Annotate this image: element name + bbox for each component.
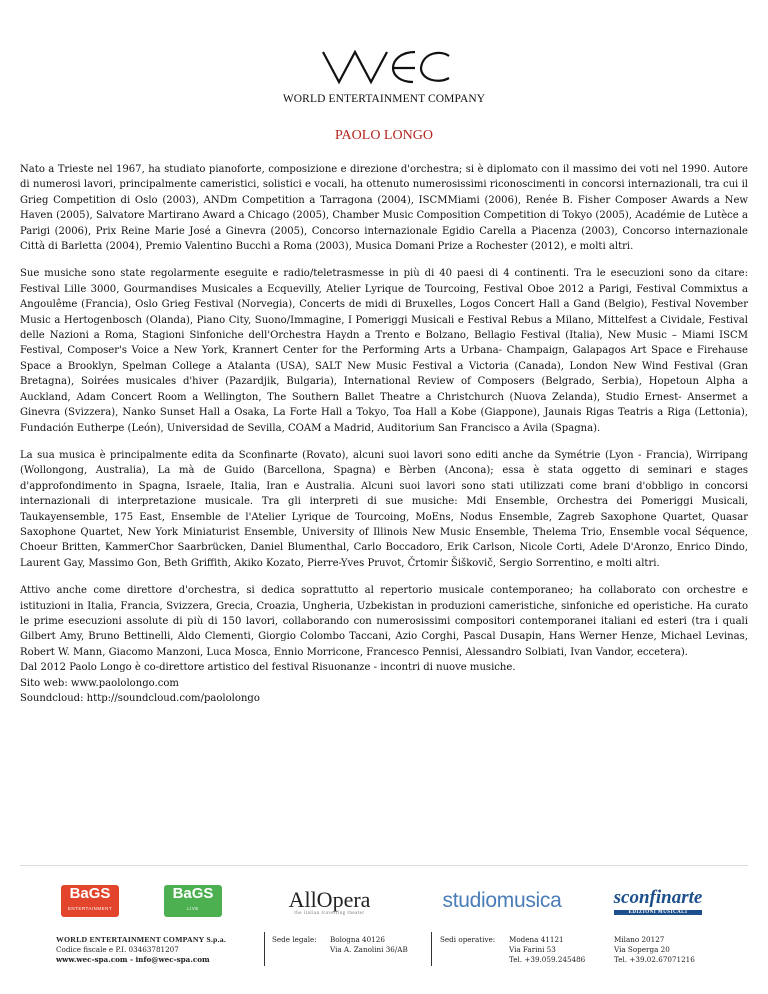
footer-divider xyxy=(20,865,748,866)
page-title: PAOLO LONGO xyxy=(335,128,433,143)
bio-paragraph-3: La sua musica è principalmente edita da Sconfinarte (Rovato), alcuni suoi lavori sono editi anche da Symétrie (Lyon - Francia), Wirripang (Wollongong, Australia), La mà de Guido (Barcellona, Spagna) e Bèrben (Ancona); essa è stata oggetto di seminari e stages d'approfondimento in Spagna, Israele, Italia, Iran e Australia. Alcuni suoi lavori sono stati utilizzati come brani d'obbligo in concorsi internazionali di interpretazione musicale. Tra gli interpreti di sue musiche: Mdi Ensemble, Orchestra dei Pomeriggi Musicali, Taukayensemble, 175 East, Ensemble de l'Atelier Lyrique de Tourcoing, MoEns, Nodus Ensemble, Zagreb Saxophone Quartet, Quasar Saxophone Quartet, New York Miniaturist Ensemble, University of Illinois New Music Ensemble, Thelema Trio, Ensemble vocal Séquence, Choeur Britten, KammerChor Saarbrücken, Daniel Blumenthal, Carlo Boccadoro, Erik Carlson, Nicole Corti, Adele D'Aronzo, Enrico Dindo, Laurent Gay, Massimo Gon, Beth Griffith, Akiko Kozato, Pierre-Yves Pruvot, Črtomir Šiškovič, Sergio Sorrentino, e molti altri. xyxy=(20,449,748,569)
partner-logos xyxy=(0,878,768,924)
website-line: Sito web: www.paololongo.com xyxy=(20,677,179,689)
bags-live-logo: BaGS LIVE xyxy=(158,878,228,924)
bags-entertainment-logo: BaGS ENTERTAINMENT xyxy=(55,878,125,924)
soundcloud-line: Soundcloud: http://soundcloud.com/paololongo xyxy=(20,693,260,704)
bio-paragraph-1: Nato a Trieste nel 1967, ha studiato pianoforte, composizione e direzione d'orchestra; si è diplomato con il massimo dei voti nel 1990. Autore di numerosi lavori, principalmente cameristici, solistici e vocali, ha ottenuto numerosissimi riconoscimenti in concorsi internazionali, tra cui il Grieg Competition di Oslo (2003), ANDm Competition a Tarragona (2004), ISCMMiami (2006), Renée B. Fisher Composer Awards a New Haven (2005), Salvatore Martirano Award a Chicago (2005), Chamber Music Composition Competition di Tokyo (2005), Académie de Lutèce a Parigi (2006), Prix Reine Marie José a Ginevra (2005), Concorso internazionale Egidio Carella a Piacenza (2003), Concorso internazionale Città di Barletta (2004), Premio Valentino Bucchi a Roma (2003), Musica Domani Prize a Rochester (2012), e molti altri. xyxy=(20,164,748,253)
sconfinarte-logo: sconfinarte EDIZIONI MUSICALI xyxy=(613,887,703,915)
biography xyxy=(20,162,748,706)
footer-contact: www.wec-spa.com - info@wec-spa.com xyxy=(56,955,210,964)
bio-paragraph-4: Attivo anche come direttore d'orchestra, si dedica soprattutto al repertorio musicale contemporaneo; ha collaborato con orchestre e istituzioni in Italia, Francia, Svizzera, Grecia, Croazia, Ungheria, Uzbekistan in produzioni cameristiche, sinfoniche ed operistiche. Ha curato le prime esecuzioni assolute di più di 150 lavori, collaborando con numerosissimi compositori contemporanei italiani ed esteri (tra i quali Gilbert Amy, Bruno Bettinelli, Aldo Clementi, Giorgio Colombo Taccani, Azio Corghi, Pascal Dusapin, Hans Werner Henze, Michael Levinas, Robert W. Mann, Giacomo Manzoni, Luca Mosca, Ennio Morricone, Francesco Pennisi, Alessandro Solbiati, Ivan Vandor, eccetera). xyxy=(20,585,748,658)
footer-company: WORLD ENTERTAINMENT COMPANY S.p.a. Codice fiscale e P.I. 03463781207 www.wec-spa.com - info@wec-spa.com xyxy=(56,935,226,964)
footer-operative-offices: Sedi operative: Modena 41121 Via Farini 53 Tel. +39.059.245486 xyxy=(440,935,586,964)
footer-legal-office: Sede legale: Bologna 40126 Via A. Zanolini 36/AB xyxy=(272,935,408,954)
festival-line: Dal 2012 Paolo Longo è co-direttore artistico del festival Risuonanze - incontri di nuove musiche. xyxy=(20,662,516,674)
wec-logo xyxy=(315,38,455,92)
footer-separator xyxy=(431,932,432,966)
company-name: WORLD ENTERTAINMENT COMPANY xyxy=(282,93,486,105)
footer-milano-office: Milano 20127 Via Soperga 20 Tel. +39.02.67071216 xyxy=(614,935,695,964)
footer-separator xyxy=(264,932,265,966)
allopera-logo: AllOpera the italian travelling theater xyxy=(288,886,371,916)
bio-paragraph-2: Sue musiche sono state regolarmente eseguite e radio/teletrasmesse in più di 40 paesi di 4 continenti. Tra le esecuzioni sono da citare: Festival Lille 3000, Gourmandises Musicales a Ecquevilly, Atelier Lyrique de Tourcoing, Festival Oboe 2012 a Parigi, Festival Commixtus a Angoulême (Francia), Oslo Grieg Festival (Norvegia), Concerts de midi di Bruxelles, Logos Concert Hall a Gand (Belgio), Festival November Music a Hertogenbosch (Olanda), Piano City, Suono/Immagine, I Pomeriggi Musicali e Festival Rebus a Milano, Mittelfest a Cividale, Festival delle Nazioni a Roma, Stagioni Sinfoniche dell'Orchestra Haydn a Trento e Bolzano, Bellagio Festival (Italia), New Music – Miami ISCM Festival, Composer's Voice a New York, Krannert Center for the Performing Arts a Urbana- Champaign, Galapagos Art Space e Firehause Space a Brooklyn, Spelman College a Atalanta (USA), SALT New Music Festival a Victoria (Canada), London New Wind Festival (Gran Bretagna), Soirées musicales d'hiver (Pazardjik, Bulgaria), International Review of Composers (Belgrado, Serbia), Hopetoun Alpha a Auckland, Adam Concert Room a Wellington, The Southern Ballet Theatre a Christchurch (Nuova Zelanda), Studio Ernest- Ansermet a Ginevra (Svizzera), Nanko Sunset Hall a Osaka, La Forte Hall a Tokyo, Toa Hall a Kobe (Giappone), Jaunais Rigas Teatris a Riga (Lettonia), Fundación Eutherpe (León), Universidad de Sevilla, COAM a Madrid, Auditorium San Francisco a Avila (Spagna). xyxy=(20,268,748,434)
studiomusica-logo: studiomusica xyxy=(442,889,562,912)
